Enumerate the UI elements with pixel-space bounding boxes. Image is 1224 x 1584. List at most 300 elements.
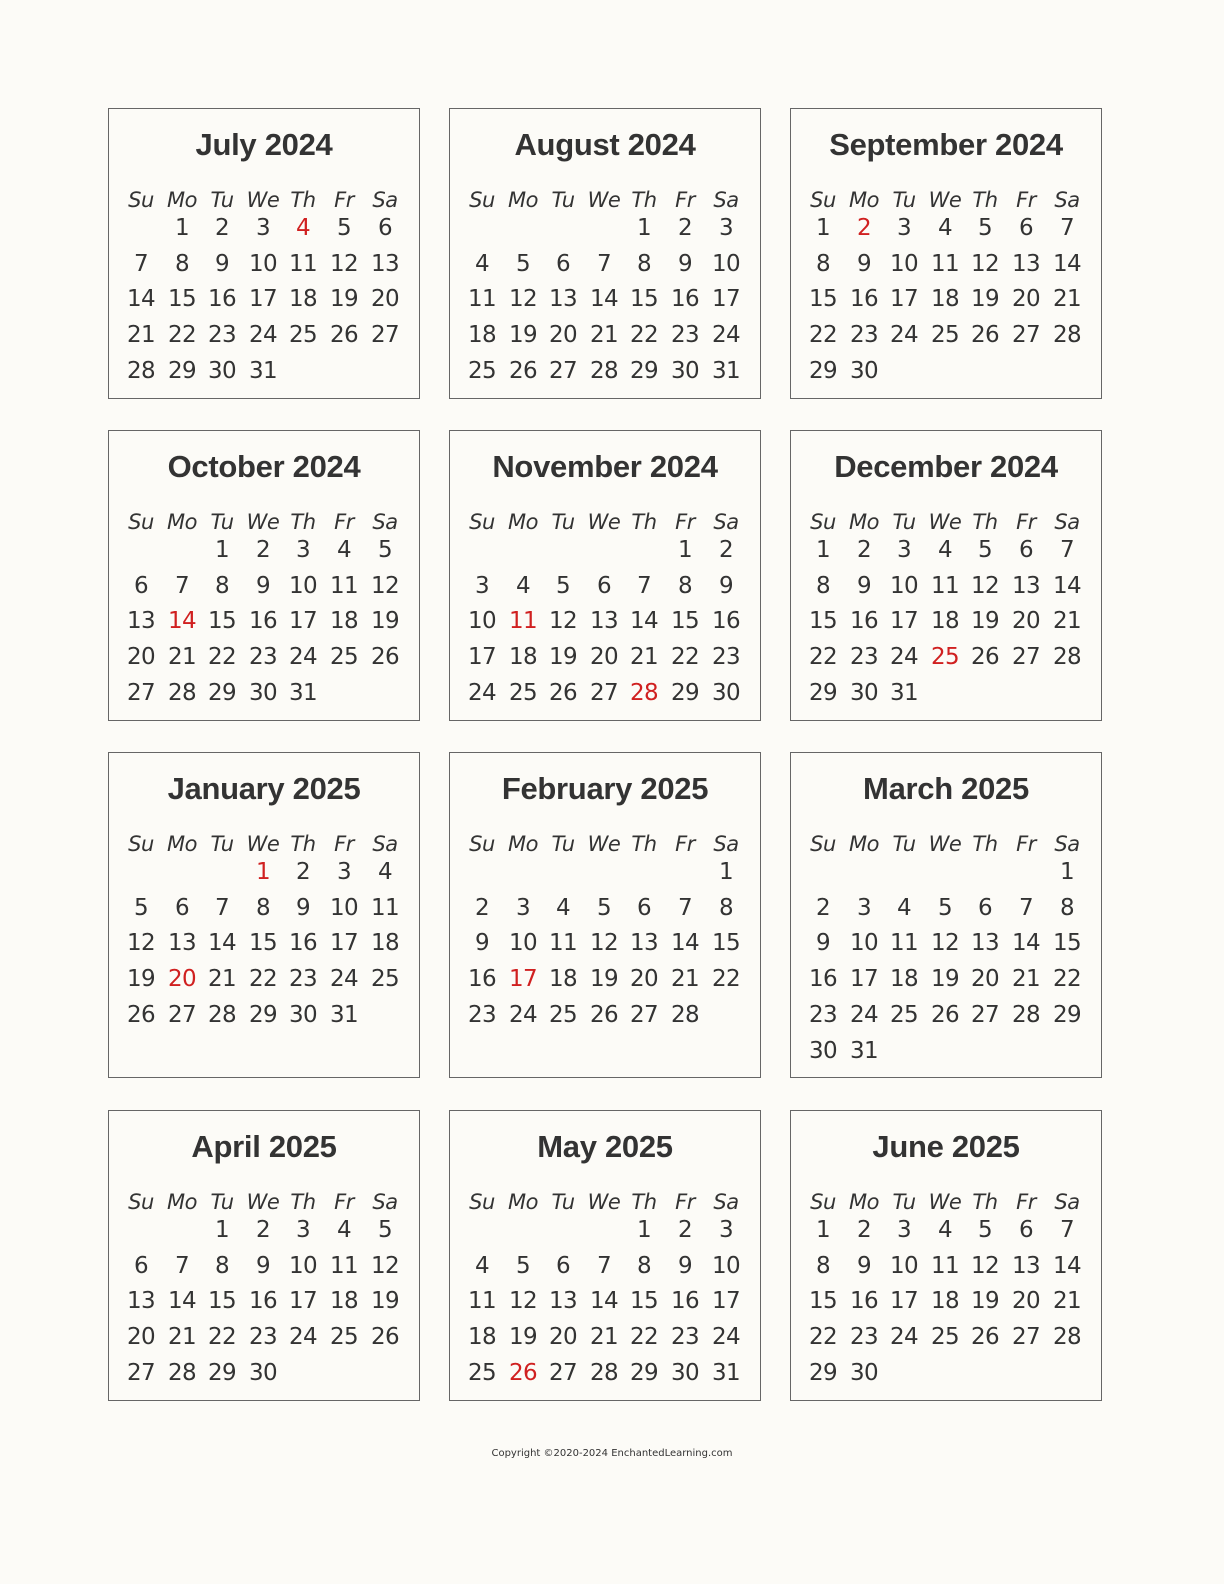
calendar-date: 2: [856, 1217, 872, 1243]
calendar-date: 29: [248, 1001, 278, 1028]
calendar-date: 9: [856, 572, 872, 599]
calendar-date: 7: [133, 250, 149, 277]
weekday-label: Fr: [334, 1190, 354, 1214]
calendar-date: 18: [930, 608, 960, 635]
calendar-date: 30: [849, 357, 879, 384]
calendar-date: 7: [677, 894, 693, 921]
weekday-label: Fr: [1016, 1190, 1036, 1214]
calendar-date: 18: [508, 644, 538, 671]
calendar-date: 17: [711, 286, 741, 313]
calendar-date: 20: [548, 1324, 578, 1351]
calendar-date: 24: [889, 644, 919, 671]
weekday-label: Sa: [372, 510, 398, 534]
calendar-date: 1: [174, 215, 190, 241]
calendar-date: 4: [336, 1217, 352, 1243]
weekday-label: Sa: [713, 832, 739, 856]
calendar-date: 25: [889, 1001, 919, 1028]
calendar-date: 10: [889, 572, 919, 599]
calendar-date: 28: [207, 1001, 237, 1028]
calendar-date: 16: [711, 608, 741, 635]
weekday-label: Fr: [1016, 188, 1036, 212]
calendar-date: 27: [970, 1001, 1000, 1028]
holiday-date: 4: [295, 215, 311, 241]
weekday-label: Th: [972, 832, 998, 856]
weekday-label: Tu: [892, 832, 916, 856]
calendar-date: 13: [970, 930, 1000, 957]
calendar-date: 25: [930, 1324, 960, 1351]
calendar-date: 13: [1011, 1252, 1041, 1279]
calendar-date: 27: [589, 679, 619, 706]
calendar-date: 3: [474, 572, 490, 599]
calendar-date: 11: [548, 930, 578, 957]
weekday-label: Sa: [1054, 188, 1080, 212]
calendar-date: 16: [808, 966, 838, 993]
calendar-date: 13: [126, 1288, 156, 1315]
calendar-date: 7: [636, 572, 652, 599]
calendar-date: 25: [288, 322, 318, 349]
calendar-date: 24: [889, 1324, 919, 1351]
calendar-date: 4: [937, 215, 953, 241]
calendar-date: 24: [288, 1324, 318, 1351]
calendar-date: 6: [133, 572, 149, 599]
calendar-date: 16: [207, 286, 237, 313]
month-card: [790, 430, 1102, 721]
calendar-date: 27: [167, 1001, 197, 1028]
calendar-date: 8: [636, 1252, 652, 1279]
weekday-label: Tu: [210, 832, 234, 856]
weekday-label: Mo: [849, 832, 879, 856]
calendar-date: 14: [1011, 930, 1041, 957]
weekday-label: Fr: [675, 1190, 695, 1214]
calendar-date: 5: [377, 537, 393, 563]
calendar-date: 25: [508, 679, 538, 706]
calendar-date: 23: [711, 644, 741, 671]
weekday-label: Fr: [334, 188, 354, 212]
calendar-date: 16: [248, 1288, 278, 1315]
calendar-date: 2: [815, 894, 831, 921]
weekday-label: Sa: [713, 510, 739, 534]
calendar-date: 21: [670, 966, 700, 993]
weekday-label: Sa: [1054, 510, 1080, 534]
weekday-label: Su: [469, 1190, 495, 1214]
weekday-label: Mo: [167, 1190, 197, 1214]
calendar-date: 11: [467, 1288, 497, 1315]
calendar-date: 19: [508, 1324, 538, 1351]
calendar-date: 19: [508, 322, 538, 349]
calendar-date: 15: [808, 608, 838, 635]
calendar-date: 26: [370, 1324, 400, 1351]
calendar-date: 9: [677, 250, 693, 277]
weekday-label: Mo: [508, 1190, 538, 1214]
calendar-date: 21: [1011, 966, 1041, 993]
calendar-date: 17: [889, 286, 919, 313]
calendar-date: 18: [329, 1288, 359, 1315]
calendar-date: 17: [711, 1288, 741, 1315]
calendar-date: 10: [711, 250, 741, 277]
calendar-date: 7: [214, 894, 230, 921]
weekday-label: Fr: [334, 510, 354, 534]
calendar-date: 15: [670, 608, 700, 635]
calendar-date: 4: [474, 1252, 490, 1279]
calendar-date: 4: [515, 572, 531, 599]
weekday-label: We: [587, 832, 621, 856]
calendar-date: 30: [808, 1037, 838, 1064]
calendar-date: 6: [1018, 215, 1034, 241]
weekday-label: Su: [469, 510, 495, 534]
calendar-date: 26: [370, 644, 400, 671]
weekday-label: Tu: [210, 510, 234, 534]
weekday-label: Fr: [675, 188, 695, 212]
calendar-date: 3: [896, 215, 912, 241]
calendar-date: 24: [467, 679, 497, 706]
calendar-date: 12: [970, 572, 1000, 599]
calendar-date: 1: [815, 215, 831, 241]
calendar-date: 8: [214, 572, 230, 599]
calendar-date: 5: [555, 572, 571, 599]
weekday-label: Su: [810, 188, 836, 212]
weekday-label: Sa: [372, 1190, 398, 1214]
calendar-date: 6: [555, 250, 571, 277]
calendar-date: 3: [515, 894, 531, 921]
calendar-date: 26: [930, 1001, 960, 1028]
calendar-date: 20: [589, 644, 619, 671]
calendar-date: 15: [248, 930, 278, 957]
calendar-date: 24: [508, 1001, 538, 1028]
weekday-label: Fr: [334, 832, 354, 856]
calendar-date: 27: [1011, 644, 1041, 671]
calendar-date: 21: [167, 644, 197, 671]
month-title: January 2025: [167, 771, 361, 806]
weekday-label: Tu: [551, 510, 575, 534]
calendar-date: 8: [255, 894, 271, 921]
calendar-date: 29: [167, 357, 197, 384]
calendar-date: 22: [207, 644, 237, 671]
calendar-date: 14: [589, 1288, 619, 1315]
calendar-date: 29: [1052, 1001, 1082, 1028]
calendar-date: 20: [1011, 1288, 1041, 1315]
calendar-date: 14: [1052, 250, 1082, 277]
calendar-date: 7: [1059, 215, 1075, 241]
calendar-date: 1: [677, 537, 693, 563]
calendar-date: 18: [930, 1288, 960, 1315]
calendar-date: 10: [711, 1252, 741, 1279]
weekday-label: Tu: [551, 832, 575, 856]
calendar-date: 31: [248, 357, 278, 384]
calendar-date: 23: [849, 1324, 879, 1351]
calendar-date: 27: [1011, 1324, 1041, 1351]
calendar-date: 9: [255, 572, 271, 599]
calendar-date: 3: [295, 537, 311, 563]
calendar-date: 11: [930, 250, 960, 277]
weekday-label: Mo: [167, 188, 197, 212]
calendar-date: 7: [1018, 894, 1034, 921]
calendar-date: 15: [808, 1288, 838, 1315]
calendar-date: 1: [636, 215, 652, 241]
weekday-label: Tu: [210, 1190, 234, 1214]
calendar-date: 20: [126, 644, 156, 671]
calendar-date: 26: [548, 679, 578, 706]
weekday-label: Th: [290, 188, 316, 212]
weekday-label: Sa: [1054, 1190, 1080, 1214]
month-card: [449, 1110, 761, 1401]
calendar-date: 8: [677, 572, 693, 599]
calendar-date: 28: [589, 357, 619, 384]
calendar-date: 2: [474, 894, 490, 921]
calendar-date: 12: [508, 286, 538, 313]
calendar-date: 7: [1059, 1217, 1075, 1243]
calendar-date: 19: [370, 1288, 400, 1315]
calendar-date: 11: [329, 1252, 359, 1279]
month-title: October 2024: [167, 449, 361, 484]
calendar-date: 7: [596, 250, 612, 277]
calendar-date: 24: [288, 644, 318, 671]
calendar-date: 7: [174, 1252, 190, 1279]
calendar-date: 26: [126, 1001, 156, 1028]
month-card: [108, 108, 420, 399]
calendar-date: 13: [548, 286, 578, 313]
calendar-date: 2: [718, 537, 734, 563]
calendar-date: 8: [174, 250, 190, 277]
holiday-date: 20: [167, 966, 197, 993]
weekday-label: Fr: [675, 510, 695, 534]
calendar-date: 3: [718, 215, 734, 241]
calendar-date: 27: [548, 1359, 578, 1386]
calendar-date: 9: [677, 1252, 693, 1279]
calendar-date: 5: [977, 1217, 993, 1243]
calendar-date: 17: [288, 1288, 318, 1315]
calendar-date: 6: [1018, 537, 1034, 563]
calendar-date: 27: [370, 322, 400, 349]
holiday-date: 14: [167, 608, 197, 635]
calendar-date: 3: [856, 894, 872, 921]
calendar-date: 25: [467, 1359, 497, 1386]
month-title: June 2025: [872, 1129, 1020, 1164]
calendar-date: 23: [670, 322, 700, 349]
calendar-date: 18: [467, 322, 497, 349]
calendar-date: 2: [677, 215, 693, 241]
calendar-date: 27: [548, 357, 578, 384]
calendar-date: 24: [711, 322, 741, 349]
calendar-date: 31: [889, 679, 919, 706]
weekday-label: Tu: [892, 1190, 916, 1214]
weekday-label: Tu: [210, 188, 234, 212]
calendar-date: 6: [1018, 1217, 1034, 1243]
copyright-text: Copyright ©2020-2024 EnchantedLearning.com: [491, 1448, 733, 1459]
weekday-label: We: [587, 510, 621, 534]
calendar-date: 5: [596, 894, 612, 921]
weekday-label: We: [246, 1190, 280, 1214]
calendar-date: 4: [937, 1217, 953, 1243]
weekday-label: Th: [631, 1190, 657, 1214]
calendar-date: 24: [248, 322, 278, 349]
calendar-date: 28: [167, 1359, 197, 1386]
calendar-date: 11: [329, 572, 359, 599]
calendar-date: 13: [629, 930, 659, 957]
weekday-label: Mo: [167, 832, 197, 856]
calendar-date: 19: [930, 966, 960, 993]
calendar-date: 23: [248, 644, 278, 671]
calendar-date: 5: [515, 250, 531, 277]
calendar-date: 22: [808, 1324, 838, 1351]
calendar-date: 10: [889, 250, 919, 277]
calendar-date: 15: [808, 286, 838, 313]
calendar-date: 1: [214, 1217, 230, 1243]
weekday-label: We: [928, 510, 962, 534]
month-title: December 2024: [834, 449, 1058, 484]
calendar-date: 31: [711, 1359, 741, 1386]
calendar-date: 14: [167, 1288, 197, 1315]
calendar-date: 11: [288, 250, 318, 277]
calendar-date: 23: [248, 1324, 278, 1351]
calendar-date: 18: [889, 966, 919, 993]
weekday-label: Su: [128, 188, 154, 212]
weekday-label: Mo: [167, 510, 197, 534]
calendar-date: 13: [167, 930, 197, 957]
weekday-label: Su: [810, 832, 836, 856]
weekday-label: We: [246, 832, 280, 856]
calendar-date: 22: [629, 1324, 659, 1351]
weekday-label: Sa: [372, 832, 398, 856]
calendar-date: 26: [589, 1001, 619, 1028]
calendar-date: 29: [808, 357, 838, 384]
calendar-date: 9: [856, 1252, 872, 1279]
month-title: September 2024: [829, 127, 1063, 162]
calendar-date: 14: [1052, 572, 1082, 599]
weekday-label: We: [928, 1190, 962, 1214]
calendar-date: 10: [889, 1252, 919, 1279]
calendar-date: 18: [329, 608, 359, 635]
calendar-date: 31: [711, 357, 741, 384]
calendar-date: 15: [711, 930, 741, 957]
weekday-label: Sa: [372, 188, 398, 212]
calendar-date: 12: [329, 250, 359, 277]
calendar-date: 13: [370, 250, 400, 277]
calendar-date: 30: [670, 357, 700, 384]
calendar-date: 26: [508, 357, 538, 384]
calendar-date: 17: [288, 608, 318, 635]
calendar-date: 11: [930, 1252, 960, 1279]
holiday-date: 1: [255, 859, 271, 885]
calendar-date: 29: [670, 679, 700, 706]
weekday-label: We: [928, 832, 962, 856]
calendar-date: 16: [670, 1288, 700, 1315]
weekday-label: Su: [469, 188, 495, 212]
weekday-label: We: [246, 510, 280, 534]
calendar-date: 6: [596, 572, 612, 599]
calendar-date: 30: [849, 1359, 879, 1386]
calendar-date: 10: [288, 1252, 318, 1279]
calendar-date: 11: [370, 894, 400, 921]
calendar-date: 27: [126, 1359, 156, 1386]
calendar-date: 23: [288, 966, 318, 993]
calendar-date: 20: [970, 966, 1000, 993]
calendar-date: 29: [629, 1359, 659, 1386]
month-card: [449, 430, 761, 721]
calendar-date: 4: [474, 250, 490, 277]
calendar-date: 28: [1011, 1001, 1041, 1028]
calendar-date: 9: [255, 1252, 271, 1279]
calendar-date: 21: [589, 322, 619, 349]
holiday-date: 11: [508, 608, 538, 635]
weekday-label: Th: [631, 832, 657, 856]
month-card: [449, 752, 761, 1078]
calendar-date: 10: [248, 250, 278, 277]
calendar-date: 9: [856, 250, 872, 277]
month-card: [108, 1110, 420, 1401]
holiday-date: 17: [508, 966, 538, 993]
calendar-date: 15: [629, 1288, 659, 1315]
calendar-date: 30: [711, 679, 741, 706]
calendar-date: 4: [555, 894, 571, 921]
month-card: [790, 1110, 1102, 1401]
weekday-label: Sa: [713, 1190, 739, 1214]
calendar-date: 6: [977, 894, 993, 921]
calendar-date: 28: [1052, 322, 1082, 349]
calendar-date: 16: [248, 608, 278, 635]
calendar-date: 15: [167, 286, 197, 313]
calendar-date: 16: [467, 966, 497, 993]
calendar-date: 6: [174, 894, 190, 921]
calendar-date: 3: [896, 1217, 912, 1243]
weekday-label: Fr: [1016, 832, 1036, 856]
month-card: [108, 752, 420, 1078]
weekday-label: Th: [290, 510, 316, 534]
month-card: [790, 752, 1102, 1078]
weekday-label: Su: [810, 1190, 836, 1214]
calendar-date: 13: [126, 608, 156, 635]
calendar-date: 9: [815, 930, 831, 957]
weekday-label: We: [587, 188, 621, 212]
calendar-date: 16: [849, 608, 879, 635]
calendar-date: 25: [467, 357, 497, 384]
calendar-date: 24: [849, 1001, 879, 1028]
calendar-date: 7: [596, 1252, 612, 1279]
weekday-label: Th: [972, 1190, 998, 1214]
calendar-date: 20: [629, 966, 659, 993]
calendar-date: 27: [126, 679, 156, 706]
calendar-date: 29: [207, 1359, 237, 1386]
calendar-date: 13: [548, 1288, 578, 1315]
calendar-date: 24: [711, 1324, 741, 1351]
weekday-label: Th: [290, 832, 316, 856]
calendar-date: 30: [288, 1001, 318, 1028]
calendar-date: 26: [970, 644, 1000, 671]
calendar-date: 5: [336, 215, 352, 241]
weekday-label: Su: [810, 510, 836, 534]
holiday-date: 25: [930, 644, 960, 671]
calendar-date: 30: [670, 1359, 700, 1386]
calendar-date: 21: [629, 644, 659, 671]
calendar-date: 18: [930, 286, 960, 313]
calendar-date: 19: [970, 1288, 1000, 1315]
weekday-label: Th: [631, 510, 657, 534]
calendar-date: 20: [126, 1324, 156, 1351]
calendar-date: 25: [329, 644, 359, 671]
calendar-date: 27: [629, 1001, 659, 1028]
calendar-date: 17: [467, 644, 497, 671]
calendar-date: 16: [849, 286, 879, 313]
holiday-date: 26: [508, 1359, 538, 1386]
calendar-date: 11: [930, 572, 960, 599]
calendar-date: 6: [555, 1252, 571, 1279]
calendar-date: 9: [295, 894, 311, 921]
calendar-date: 5: [377, 1217, 393, 1243]
holiday-date: 2: [856, 215, 872, 241]
calendar-date: 7: [1059, 537, 1075, 563]
calendar-date: 15: [207, 608, 237, 635]
calendar-date: 17: [329, 930, 359, 957]
calendar-date: 1: [1059, 859, 1075, 885]
